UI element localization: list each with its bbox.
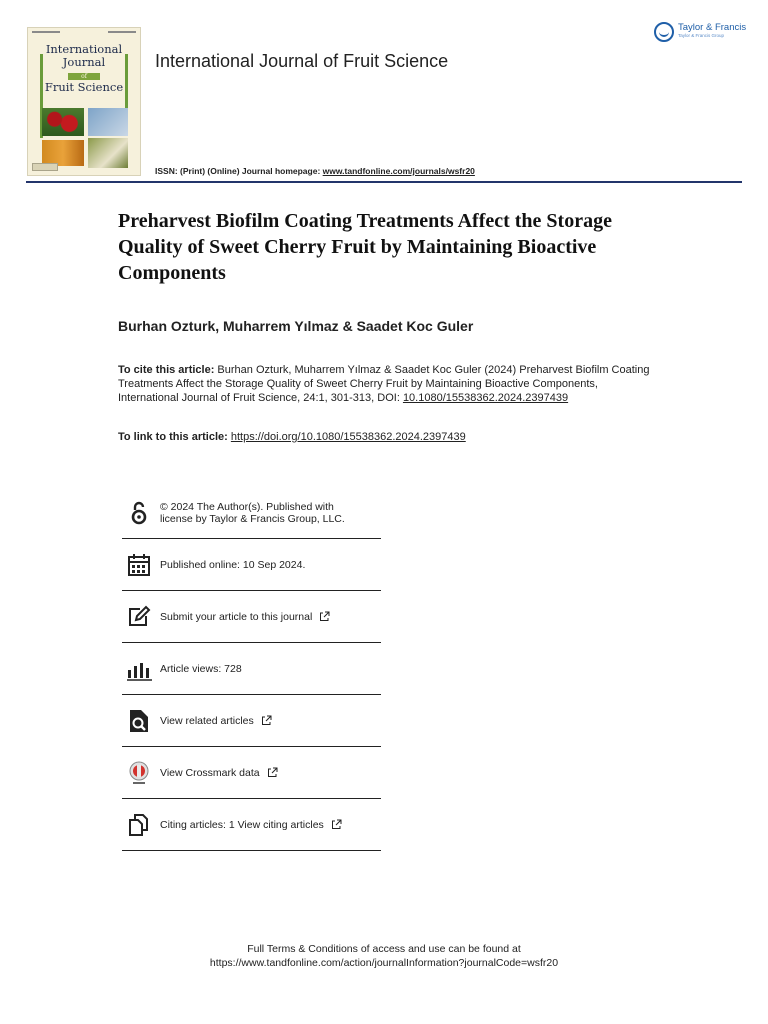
open-access-line1: © 2024 The Author(s). Published with <box>160 500 334 513</box>
header-divider <box>26 181 742 183</box>
article-authors: Burhan Ozturk, Muharrem Yılmaz & Saadet Koc Guler <box>118 318 474 334</box>
cover-publisher-mark <box>32 163 58 171</box>
open-access-line2: license by Taylor & Francis Group, LLC. <box>160 512 345 525</box>
article-link-label: To link to this article: <box>118 431 231 443</box>
info-related-articles[interactable] <box>122 695 381 747</box>
calendar-icon <box>126 552 152 578</box>
info-citing-articles[interactable] <box>122 799 381 851</box>
journal-homepage-link[interactable]: www.tandfonline.com/journals/wsfr20 <box>322 166 475 176</box>
taylor-francis-logo-icon <box>654 22 674 42</box>
article-title: Preharvest Biofilm Coating Treatments Affect the Storage Quality of Sweet Cherry Fruit by Maintaining Bioactive Components <box>118 210 612 284</box>
related-articles-label[interactable]: View related articles <box>160 714 254 727</box>
open-access-icon <box>126 500 152 526</box>
cover-top-text <box>32 31 136 35</box>
article-link-line <box>118 431 466 443</box>
citation-doi-link[interactable]: 10.1080/15538362.2024.2397439 <box>402 392 569 404</box>
external-link-icon <box>267 767 278 778</box>
external-link-icon <box>319 611 330 622</box>
edit-icon <box>126 604 152 630</box>
footer-terms-link[interactable]: https://www.tandfonline.com/action/journalInformation?journalCode=wsfr20 <box>209 957 559 969</box>
cover-title-of: of <box>68 73 100 80</box>
publisher-logo-name: Taylor & Francis <box>678 22 747 33</box>
external-link-icon <box>331 819 342 830</box>
article-info-list <box>122 487 381 851</box>
cover-photo-sky <box>88 108 128 136</box>
cover-title-line1: International <box>45 42 123 56</box>
footer-terms-line1: Full Terms & Conditions of access and use can be found at <box>247 943 521 955</box>
info-crossmark[interactable] <box>122 747 381 799</box>
article-views-label: Article views: 728 <box>160 662 242 675</box>
crossmark-label[interactable]: View Crossmark data <box>160 766 260 779</box>
cover-title <box>28 43 140 93</box>
cover-title-line3: Fruit Science <box>44 79 124 94</box>
journal-cover-image <box>27 27 141 176</box>
submit-article-label[interactable]: Submit your article to this journal <box>160 610 313 623</box>
cover-photo-cherries <box>42 108 84 136</box>
cover-title-line2: Journal <box>62 54 106 69</box>
cover-photo-orchard <box>88 138 128 168</box>
issn-text: ISSN: (Print) (Online) Journal homepage: <box>155 166 323 176</box>
publisher-logo-subname: Taylor & Francis Group <box>678 33 725 38</box>
bar-chart-icon <box>126 656 152 682</box>
info-submit-article[interactable] <box>122 591 381 643</box>
citation-block <box>118 363 658 405</box>
info-open-access <box>122 487 381 539</box>
citation-text: Burhan Ozturk, Muharrem Yılmaz & Saadet Koc Guler (2024) Preharvest Biofilm Coating Treatments Affect the Storage Quality of Sweet Cherry Fruit by Maintaining Bioactive Components, International Journal of Fruit Science, 24:1, 301-313, DOI: <box>118 364 650 404</box>
citing-articles-label[interactable]: Citing articles: 1 View citing articles <box>160 818 324 831</box>
published-online-label: Published online: 10 Sep 2024. <box>160 558 306 571</box>
article-doi-link[interactable]: https://doi.org/10.1080/15538362.2024.2397439 <box>230 431 466 443</box>
citation-label: To cite this article: <box>118 364 215 376</box>
citing-articles-icon <box>126 812 152 838</box>
crossmark-icon <box>126 760 152 786</box>
search-document-icon <box>126 708 152 734</box>
journal-title[interactable]: International Journal of Fruit Science <box>155 51 449 71</box>
issn-line <box>155 166 475 176</box>
info-article-views <box>122 643 381 695</box>
info-published-online <box>122 539 381 591</box>
footer-terms <box>0 942 768 970</box>
publisher-logo[interactable] <box>654 22 746 42</box>
external-link-icon <box>261 715 272 726</box>
